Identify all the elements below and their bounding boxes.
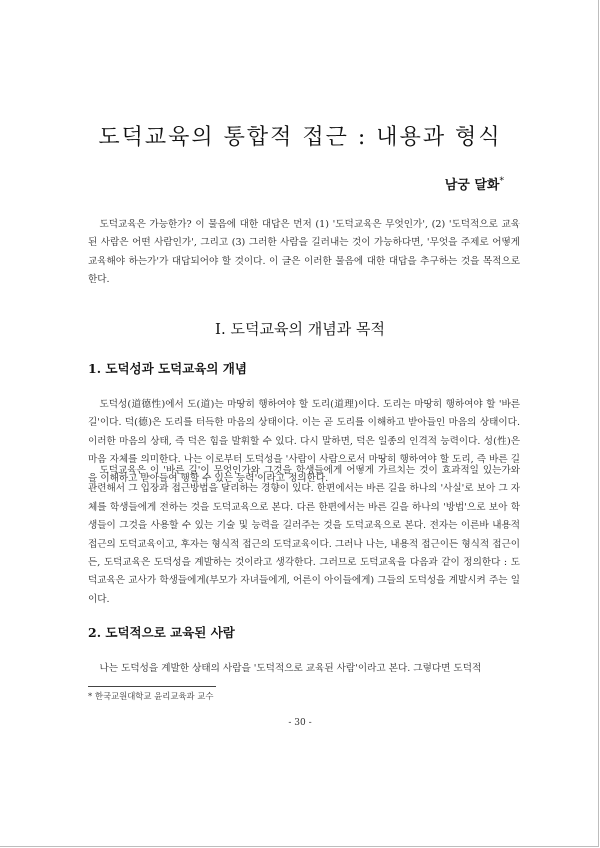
page-number: - 30 - [288,718,312,728]
subsection-heading-1: 1. 도덕성과 도덕교육의 개념 [88,361,247,376]
footnote: * 한국교원대학교 윤리교육과 교수 [88,691,214,701]
subsection-heading-2: 2. 도덕적으로 교육된 사람 [88,625,235,640]
author-footnote-mark: * [499,176,504,187]
author-name: 남궁 달화 [444,178,500,193]
section-heading: I. 도덕교육의 개념과 목적 [215,320,385,338]
body-paragraph-1: 도덕성(道德性)에서 도(道)는 마땅히 행하여야 할 도리(道理)이다. 도리는 마땅히 행하여야 할 '바른 길'이다. 덕(德)은 도리를 터득한 마음의 상태이다. 이는 곧 도리를 이해하고 받아들인 마음의 상태이다. 이러한 마음의 상태, 즉 덕은 힘을 발휘할 수 있다. 다시 말하면, 덕은 일종의 인격적 능력이다. 성(性)은 마음 자체를 의미한다. 나는 이로부터 도덕성을 '사람이 사람으로서 마땅히 행하여야 할 도리, 즉 바른 길을 이해하고 받아들여 행할 수 있는 능력'이라고 정의한다. [88,399,520,484]
paper-title: 도덕교육의 통합적 접근 : 내용과 형식 [98,125,502,150]
abstract: 도덕교육은 가능한가? 이 물음에 대한 대답은 먼저 (1) '도덕교육은 무엇인가', (2) '도덕적으로 교육된 사람은 어떤 사람인가', 그리고 (3) 그러한 사람을 길러내는 것이 가능하다면, '무엇을 주제로 어떻게 교육해야 하는가'가 대답되어야 할 것이다. 이 글은 이러한 물음에 대한 대답을 추구하는 것을 목적으로 한다. [88,219,520,286]
body-paragraph-3: 나는 도덕성을 계발한 상태의 사람을 '도덕적으로 교육된 사람'이라고 본다. 그렇다면 도덕적 [99,663,482,674]
footnote-divider [88,686,216,687]
author [445,174,504,193]
body-paragraph-2: 도덕교육은 이 '바른 길'이 무엇인가와 그것을 학생들에게 어떻게 가르치는 것이 효과적일 있는가와 관련해서 그 입장과 접근방법을 달리하는 경향이 있다. 한편에서는 바른 길을 하나의 '사실'로 보아 그 자체를 학생들에게 전하는 것을 도덕교육으로 본다. 다른 한편에서는 바른 길을 하나의 '방법'으로 보아 학생들이 그것을 사용할 수 있는 기술 및 능력을 길러주는 것을 도덕교육으로 본다. 전자는 이른바 내용적 접근의 도덕교육이고, 후자는 형식적 접근의 도덕교육이다. 그러나 나는, 내용적 접근이든 형식적 접근이든, 도덕교육은 도덕성을 계발하는 것이라고 생각한다. 그러므로 도덕교육을 다음과 같이 정의한다 : 도덕교육은 교사가 학생들에게(부모가 자녀들에게, 어른이 아이들에게) 그들의 도덕성을 계발시켜 주는 일이다. [88,465,520,605]
